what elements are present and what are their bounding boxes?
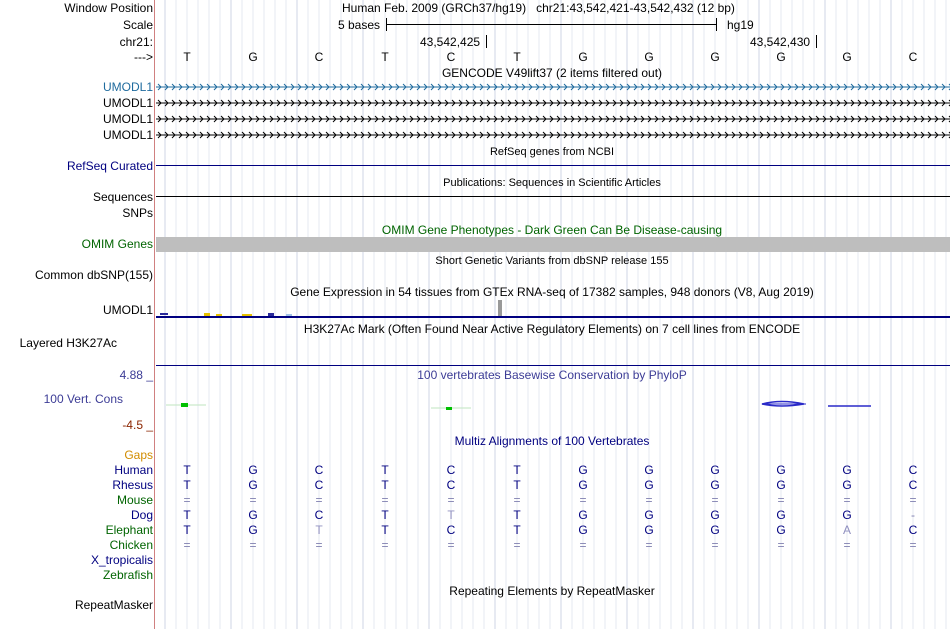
alignment-base: G [248, 478, 258, 492]
gencode-item-3[interactable]: UMODL1 [102, 112, 153, 126]
scale-bar-left-tick [386, 18, 387, 31]
alignment-base: = [381, 493, 389, 507]
species-label-elephant[interactable]: Elephant [105, 523, 153, 537]
dbsnp-track-title[interactable]: Short Genetic Variants from dbSNP release 155 [435, 255, 669, 267]
gencode-track-title[interactable]: GENCODE V49lift37 (2 items filtered out) [441, 66, 663, 80]
alignment-base: G [248, 523, 258, 537]
alignment-base: = [909, 538, 917, 552]
window-position-text: Human Feb. 2009 (GRCh37/hg19) chr21:43,542,421-43,542,432 (12 bp) [342, 1, 735, 15]
alignment-base: G [644, 478, 654, 492]
alignment-base: = [513, 493, 521, 507]
alignment-base: T [513, 478, 521, 492]
alignment-base: T [381, 463, 389, 477]
alignment-base: = [249, 538, 257, 552]
h3k27-baseline[interactable] [156, 365, 950, 366]
label-separator [154, 0, 155, 629]
alignment-base: A [842, 523, 852, 537]
omim-bar[interactable] [156, 237, 950, 252]
alignment-base: = [645, 538, 653, 552]
alignment-base: G [644, 508, 654, 522]
alignment-base: T [183, 508, 191, 522]
alignment-base: = [579, 493, 587, 507]
chrom-label: chr21: [119, 35, 153, 49]
alignment-base: = [843, 538, 851, 552]
ruler-base: T [381, 50, 389, 64]
sequences-label[interactable]: Sequences [92, 190, 153, 204]
refseq-label[interactable]: RefSeq Curated [66, 159, 153, 173]
pubs-line[interactable] [156, 196, 950, 197]
alignment-base: G [710, 508, 720, 522]
alignment-base: G [644, 463, 654, 477]
alignment-base: = [315, 538, 323, 552]
alignment-base: G [842, 463, 852, 477]
alignment-base: = [579, 538, 587, 552]
alignment-base: G [710, 463, 720, 477]
ruler-base: C [314, 50, 324, 64]
gtex-bars[interactable] [156, 298, 950, 320]
omim-label[interactable]: OMIM Genes [81, 237, 153, 251]
scale-assembly: hg19 [727, 18, 754, 32]
species-label-rhesus[interactable]: Rhesus [112, 478, 153, 492]
alignment-base: G [578, 523, 588, 537]
alignment-base: T [381, 478, 389, 492]
alignment-base: G [776, 508, 786, 522]
coord-425-tick [486, 35, 487, 48]
alignment-base: = [447, 538, 455, 552]
ruler-base: C [446, 50, 456, 64]
ruler-base: T [183, 50, 191, 64]
alignment-base: = [711, 538, 719, 552]
alignment-base: T [447, 508, 455, 522]
alignment-base: T [183, 523, 191, 537]
alignment-base: G [710, 478, 720, 492]
gencode-gene-features[interactable] [156, 82, 950, 142]
alignment-base: C [446, 463, 456, 477]
repeat-label[interactable]: RepeatMasker [74, 598, 153, 612]
phylop-label[interactable]: 100 Vert. Cons [43, 392, 123, 406]
ruler-base: G [710, 50, 720, 64]
alignment-base: T [183, 478, 191, 492]
alignment-base: G [842, 478, 852, 492]
gtex-label[interactable]: UMODL1 [102, 303, 153, 317]
alignment-base: T [381, 523, 389, 537]
scale-bar-right-tick [716, 18, 717, 31]
species-label-dog[interactable]: Dog [130, 508, 153, 522]
alignment-base: G [842, 508, 852, 522]
alignment-base: G [248, 508, 258, 522]
alignment-base: C [314, 463, 324, 477]
strand-label: ---> [134, 50, 153, 64]
alignment-base: T [513, 508, 521, 522]
ruler-base: G [248, 50, 258, 64]
ruler-base: G [842, 50, 852, 64]
alignment-base: = [315, 493, 323, 507]
alignment-base: C [446, 523, 456, 537]
scale-text: 5 bases [338, 18, 381, 32]
gencode-item-2[interactable]: UMODL1 [102, 96, 153, 110]
repeat-track-title[interactable]: Repeating Elements by RepeatMasker [449, 584, 655, 598]
alignment-base: = [513, 538, 521, 552]
window-position-label: Window Position [64, 1, 153, 15]
ruler-base: G [578, 50, 588, 64]
ruler-base: G [644, 50, 654, 64]
alignment-base: G [644, 523, 654, 537]
scale-label: Scale [122, 18, 153, 32]
gaps-label[interactable]: Gaps [124, 448, 153, 462]
alignment-base: G [578, 463, 588, 477]
ruler-base: G [776, 50, 786, 64]
alignment-base: G [578, 478, 588, 492]
alignment-base: T [315, 523, 323, 537]
dbsnp-label[interactable]: Common dbSNP(155) [34, 268, 153, 282]
alignment-base: C [908, 478, 918, 492]
alignment-base: G [248, 463, 258, 477]
alignment-base: = [777, 493, 785, 507]
alignment-base: = [711, 493, 719, 507]
species-label-zebrafish[interactable]: Zebrafish [102, 568, 153, 582]
refseq-track-title[interactable]: RefSeq genes from NCBI [489, 146, 615, 158]
snps-label[interactable]: SNPs [122, 206, 153, 220]
alignment-base: G [710, 523, 720, 537]
alignment-base: C [908, 463, 918, 477]
gtex-track-title[interactable]: Gene Expression in 54 tissues from GTEx RNA-seq of 17382 samples, 948 donors (V8, Aug 2019) [290, 285, 814, 299]
pubs-track-title[interactable]: Publications: Sequences in Scientific Articles [443, 177, 661, 189]
species-label-human[interactable]: Human [114, 463, 153, 477]
refseq-line[interactable] [156, 165, 950, 166]
alignment-base: = [183, 493, 191, 507]
species-label-mouse[interactable]: Mouse [116, 493, 153, 507]
species-label-x_tropicalis[interactable]: X_tropicalis [90, 553, 153, 567]
h3k27-label[interactable]: Layered H3K27Ac [19, 336, 117, 350]
alignment-base: = [909, 493, 917, 507]
phylop-max: 4.88 _ [119, 368, 153, 382]
alignment-base: C [314, 478, 324, 492]
alignment-base: = [645, 493, 653, 507]
alignment-base: = [447, 493, 455, 507]
scale-bar [386, 24, 716, 25]
phylop-min: -4.5 _ [122, 418, 153, 432]
alignment-base: = [777, 538, 785, 552]
alignment-base: T [513, 463, 521, 477]
multiz-track-title[interactable]: Multiz Alignments of 100 Vertebrates [454, 434, 650, 448]
alignment-base: C [446, 478, 456, 492]
alignment-base: C [314, 508, 324, 522]
ruler-base: T [513, 50, 521, 64]
alignment-base: T [183, 463, 191, 477]
species-label-chicken[interactable]: Chicken [109, 538, 153, 552]
alignment-base: G [776, 463, 786, 477]
alignment-base: = [381, 538, 389, 552]
alignment-base: T [513, 523, 521, 537]
phylop-track-title[interactable]: 100 vertebrates Basewise Conservation by PhyloP [417, 368, 687, 382]
coord-430: 43,542,430 [750, 35, 811, 49]
omim-track-title[interactable]: OMIM Gene Phenotypes - Dark Green Can Be Disease-causing [381, 223, 723, 237]
gencode-item-4[interactable]: UMODL1 [102, 128, 153, 142]
ruler-base: C [908, 50, 918, 64]
alignment-base: = [843, 493, 851, 507]
alignment-base: T [381, 508, 389, 522]
phylop-signal[interactable] [156, 398, 950, 414]
coord-430-tick [816, 35, 817, 48]
alignment-base: G [776, 523, 786, 537]
alignment-base: = [249, 493, 257, 507]
alignment-base: - [911, 508, 915, 522]
h3k27-track-title[interactable]: H3K27Ac Mark (Often Found Near Active Regulatory Elements) on 7 cell lines from ENCODE [303, 322, 801, 336]
gencode-item-1[interactable]: UMODL1 [102, 80, 153, 94]
alignment-base: G [578, 508, 588, 522]
alignment-base: C [908, 523, 918, 537]
coord-425: 43,542,425 [420, 35, 481, 49]
alignment-base: G [776, 478, 786, 492]
alignment-base: = [183, 538, 191, 552]
